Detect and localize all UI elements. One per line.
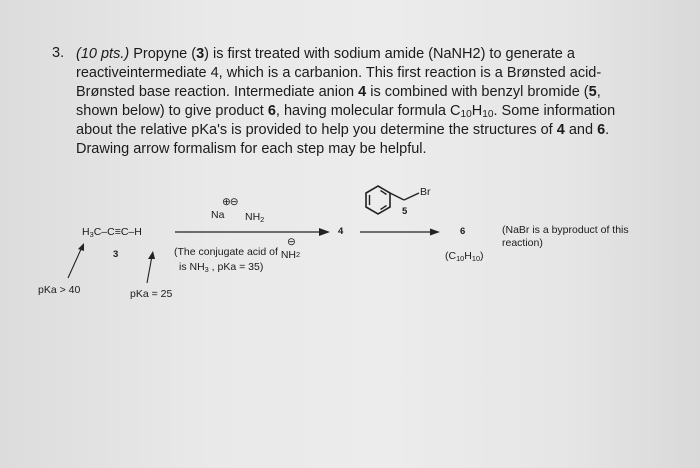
pka-pointer-right bbox=[147, 256, 152, 283]
benzyl-bromide-label: 5 bbox=[402, 206, 408, 217]
product-label: 6 bbox=[460, 226, 466, 237]
question-line-2: reactiveintermediate 4, which is a carbanion. This first reaction is a Brønsted acid- bbox=[76, 65, 602, 81]
product-formula: $(C_{10}H_{10})$ bbox=[445, 250, 484, 263]
bromine-label: Br bbox=[420, 186, 431, 198]
nabr-note-line-2: reaction) bbox=[502, 237, 543, 249]
question-number: 3. bbox=[52, 45, 65, 61]
reagent-amide: $NH_2$ bbox=[245, 211, 265, 224]
intermediate-label: 4 bbox=[338, 226, 344, 237]
question-line-3: Brønsted base reaction. Intermediate anion 4 is combined with benzyl bromide (5, bbox=[76, 84, 601, 100]
conjugate-acid-note-line-2: is $NH_3$ , pKa = 35) bbox=[179, 261, 264, 274]
question-line-6: Drawing arrow formalism for each step may be helpful. bbox=[76, 141, 427, 157]
question-line-4: shown below) to give product 6, having molecular formula $C_{10}H_{10}$. Some information bbox=[76, 103, 616, 120]
reaction-arrow-1-head bbox=[319, 228, 330, 236]
pka-left-label: pKa > 40 bbox=[38, 284, 81, 296]
nabr-note-line-1: (NaBr is a byproduct of this bbox=[502, 224, 629, 236]
conjugate-acid-note-line-1: (The conjugate acid of $NH_2$ bbox=[174, 246, 301, 261]
reaction-arrow-2-head bbox=[430, 229, 440, 236]
conj-charge: ⊖ bbox=[287, 236, 296, 248]
question-line-1: (10 pts.) Propyne (3) is first treated with sodium amide (NaNH2) to generate a bbox=[76, 46, 575, 62]
benzyl-ch2-bond-1 bbox=[390, 193, 404, 200]
propyne-label: 3 bbox=[113, 249, 119, 260]
benzyl-ch2-bond-2 bbox=[404, 193, 419, 200]
propyne-structure: $H_3C-C\equiv C-H$ bbox=[82, 226, 142, 239]
ion-charges: ⊕⊖ bbox=[222, 196, 238, 208]
points-label: (10 pts.) bbox=[76, 46, 130, 62]
question-line-5: about the relative pKa's is provided to help you determine the structures of 4 and 6. bbox=[76, 122, 610, 138]
pka-right-label: pKa = 25 bbox=[130, 288, 173, 300]
reagent-sodium: Na bbox=[211, 209, 225, 221]
pka-pointer-left bbox=[68, 247, 82, 278]
